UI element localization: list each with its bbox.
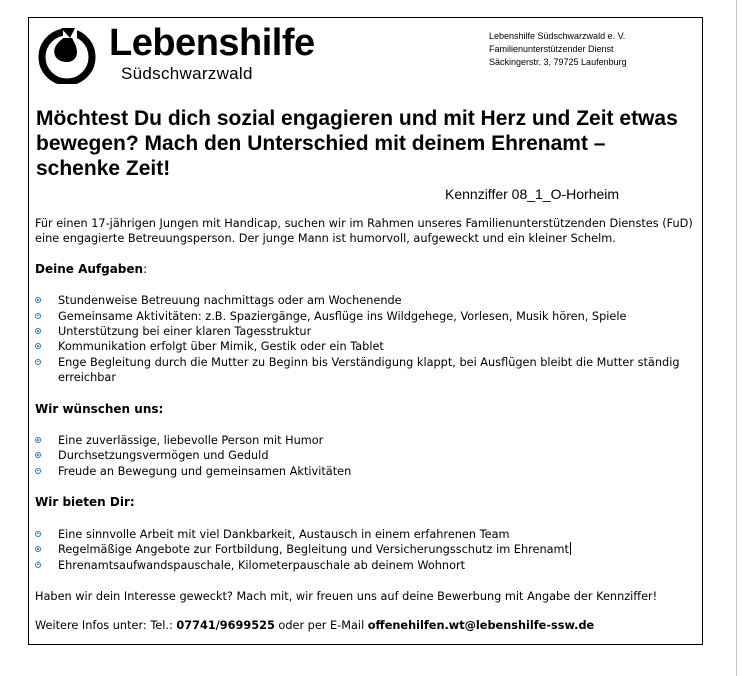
list-item-text: Kommunikation erfolgt über Mimik, Gestik oder ein Tablet xyxy=(58,340,384,354)
list-item-text: Gemeinsame Aktivitäten: z.B. Spaziergänge, Ausflüge ins Wildgehege, Vorlesen, Musik hören, Spiele xyxy=(58,309,627,323)
bullet-icon xyxy=(35,452,41,458)
list-item xyxy=(35,448,695,463)
bullet-icon xyxy=(35,297,41,303)
contact-middle: oder per E-Mail xyxy=(274,619,368,633)
tasks-list xyxy=(35,293,695,385)
reference-code: Kennziffer 08_1_O-Horheim xyxy=(445,186,620,202)
bullet-icon xyxy=(35,313,41,319)
list-item xyxy=(35,293,695,308)
bullet-icon xyxy=(35,546,41,552)
bullet-icon xyxy=(35,359,41,365)
text-cursor xyxy=(570,542,571,555)
contact-line xyxy=(35,618,695,633)
list-item-text: Eine sinnvolle Arbeit mit viel Dankbarkeit, Austausch in einem erfahrenen Team xyxy=(58,527,510,541)
document-body xyxy=(35,216,695,634)
address-line: Säckingerstr. 3, 79725 Laufenburg xyxy=(489,57,627,67)
lebenshilfe-logo xyxy=(37,24,357,88)
section-title-text: Deine Aufgaben xyxy=(35,261,144,276)
address-block xyxy=(489,30,627,69)
list-item xyxy=(35,464,695,479)
logo-wordmark: Lebenshilfe xyxy=(109,22,315,64)
bullet-icon xyxy=(35,343,41,349)
bullet-icon xyxy=(35,328,41,334)
list-item xyxy=(35,527,695,542)
section-title-wishes: Wir wünschen uns: xyxy=(35,401,164,416)
address-line: Lebenshilfe Südschwarzwald e. V. xyxy=(489,31,626,41)
address-line: Familienunterstützender Dienst xyxy=(489,44,614,54)
closing-paragraph: Haben wir dein Interesse geweckt? Mach mit, wir freuen uns auf deine Bewerbung mit Angabe der Kennziffer! xyxy=(35,589,658,603)
list-item-text: Ehrenamtsaufwandspauschale, Kilometerpauschale ab deinem Wohnort xyxy=(58,558,466,572)
list-item xyxy=(35,542,695,557)
list-item-text: Freude an Bewegung und gemeinsamen Aktivitäten xyxy=(58,464,352,478)
list-item-text: Regelmäßige Angebote zur Fortbildung, Begleitung und Versicherungsschutz im Ehrenamt xyxy=(58,543,569,557)
list-item xyxy=(35,558,695,573)
list-item xyxy=(35,339,695,354)
contact-prefix: Weitere Infos unter: Tel.: xyxy=(35,619,177,633)
document-page xyxy=(28,17,703,645)
list-item xyxy=(35,324,695,339)
list-item-text: Durchsetzungsvermögen und Geduld xyxy=(58,449,269,463)
contact-phone: 07741/9699525 xyxy=(176,619,275,633)
intro-paragraph: Für einen 17-jährigen Jungen mit Handicap, suchen wir im Rahmen unseres Familienunterstützenden Dienstes (FuD) eine engagierte Betreuungsperson. Der junge Mann ist humorvoll, aufgeweckt und ein kleiner Schelm. xyxy=(35,217,693,246)
bullet-icon xyxy=(35,437,41,443)
bullet-icon xyxy=(35,562,41,568)
headline: Möchtest Du dich sozial engagieren und mit Herz und Zeit etwas bewegen? Mach den Unterschied mit deinem Ehrenamt – schenke Zeit! xyxy=(36,107,678,180)
section-title-offers: Wir bieten Dir: xyxy=(35,495,135,510)
list-item-text: Unterstützung bei einer klaren Tagesstruktur xyxy=(58,325,312,339)
section-title-tasks xyxy=(35,262,695,277)
wishes-list xyxy=(35,433,695,479)
section-title-colon: : xyxy=(143,261,148,276)
list-item-text: Enge Begleitung durch die Mutter zu Beginn bis Verständigung klappt, bei Ausflügen bleibt die Mutter ständig erreichbar xyxy=(58,355,680,385)
list-item-text: Eine zuverlässige, liebevolle Person mit Humor xyxy=(58,434,324,448)
logo-subtitle: Südschwarzwald xyxy=(121,64,253,83)
list-item xyxy=(35,433,695,448)
list-item xyxy=(35,309,695,324)
bullet-icon xyxy=(35,468,41,474)
offers-list xyxy=(35,527,695,573)
window-edge xyxy=(736,0,737,676)
contact-email: offenehilfen.wt@lebenshilfe-ssw.de xyxy=(367,619,595,633)
lebenshilfe-logo-icon xyxy=(37,26,101,84)
bullet-icon xyxy=(35,531,41,537)
list-item xyxy=(35,355,695,386)
list-item-text: Stundenweise Betreuung nachmittags oder am Wochenende xyxy=(58,294,402,308)
